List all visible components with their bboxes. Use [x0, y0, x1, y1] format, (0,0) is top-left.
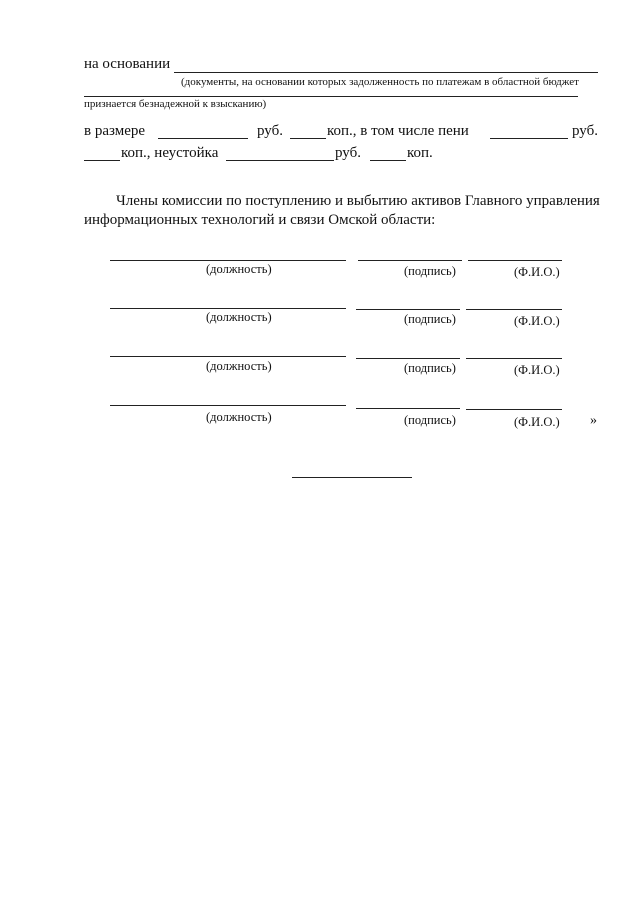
fio-line: [468, 260, 562, 261]
position-line: [110, 260, 346, 261]
amount-kop-line: [290, 138, 326, 139]
closing-quote: »: [590, 413, 597, 428]
signature-line: [356, 309, 460, 310]
fio-caption: (Ф.И.О.): [514, 314, 560, 328]
position-caption: (должность): [206, 310, 272, 324]
amount-rub3-label: руб.: [335, 145, 361, 161]
fio-caption: (Ф.И.О.): [514, 363, 560, 377]
fio-line: [466, 358, 562, 359]
signature-caption: (подпись): [404, 312, 456, 326]
fio-line: [466, 309, 562, 310]
amount-in-amount-label: в размере: [84, 123, 146, 139]
signature-line: [358, 260, 462, 261]
forfeit-rub-line: [226, 160, 334, 161]
amount-rub2-label: руб.: [572, 123, 598, 139]
position-line: [110, 405, 346, 406]
basis-continuation-line: [84, 96, 578, 97]
position-caption: (должность): [206, 410, 272, 424]
signature-caption: (подпись): [404, 361, 456, 375]
amount-kop-end-label: коп.: [407, 145, 433, 161]
commission-text-line1: Члены комиссии по поступлению и выбытию активов Главного управления: [116, 193, 600, 209]
amount-kop-penalty-label: коп., неустойка: [121, 145, 219, 161]
fio-caption: (Ф.И.О.): [514, 265, 560, 279]
basis-note-line2: признается безнадежной к взысканию): [84, 98, 267, 110]
position-caption: (должность): [206, 262, 272, 276]
penalty-rub-line: [490, 138, 568, 139]
closing-separator-line: [292, 477, 412, 478]
amount-kop-incl-label: коп., в том числе пени: [327, 123, 469, 139]
amount-rub1-label: руб.: [257, 123, 283, 139]
signature-line: [356, 408, 460, 409]
amount-rub-line: [158, 138, 248, 139]
signature-caption: (подпись): [404, 413, 456, 427]
fio-caption: (Ф.И.О.): [514, 415, 560, 429]
commission-text-line2: информационных технологий и связи Омской области:: [84, 212, 436, 228]
position-line: [110, 308, 346, 309]
basis-document-line: [174, 72, 598, 73]
penalty-kop-line: [84, 160, 120, 161]
signature-caption: (подпись): [404, 264, 456, 278]
forfeit-kop-line: [370, 160, 406, 161]
position-line: [110, 356, 346, 357]
basis-label: на основании: [84, 56, 171, 72]
position-caption: (должность): [206, 359, 272, 373]
basis-note-line1: (документы, на основании которых задолженность по платежам в областной бюджет: [181, 76, 579, 88]
signature-line: [356, 358, 460, 359]
fio-line: [466, 409, 562, 410]
